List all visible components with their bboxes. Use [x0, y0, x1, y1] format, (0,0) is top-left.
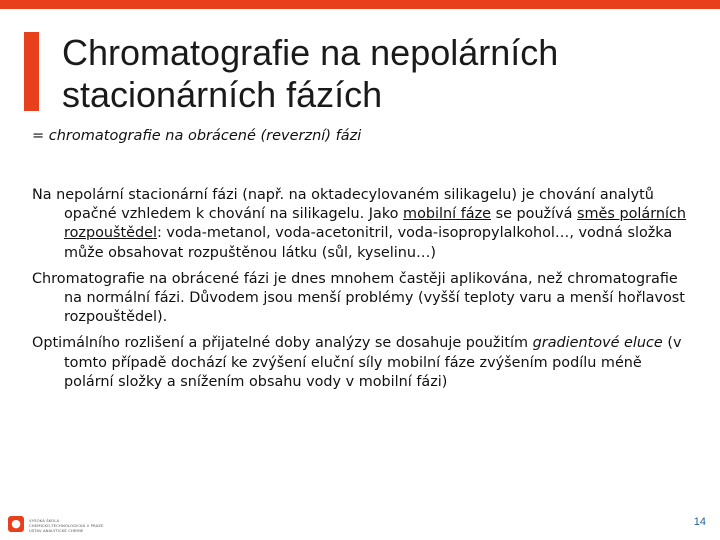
paragraph-1 — [32, 186, 687, 263]
university-logo — [8, 516, 128, 536]
top-accent-bar — [0, 0, 720, 9]
p1-text-a: Na nepolární stacionární fázi (např. na oktadecylovaném silikagelu) je chování analytů opačné vzhledem k chování na silikagelu. Jako — [32, 187, 654, 223]
paragraph-3 — [32, 334, 687, 392]
p1-solvent-mixture: směs polárních rozpouštědel — [64, 206, 687, 242]
title-line-2: stacionárních fázích — [62, 74, 383, 115]
title-accent-bar — [24, 32, 39, 111]
p1-text-c: se používá — [491, 206, 578, 223]
page-number: 14 — [693, 516, 706, 528]
title-line-1: Chromatografie na nepolárních — [62, 32, 559, 73]
p1-mobile-phase: mobilní fáze — [403, 206, 491, 223]
p3-gradient-elution: gradientové eluce — [532, 335, 663, 352]
p3-text-c: (v tomto případě dochází ke zvýšení eluční síly mobilní fáze zvýšením podílu méně polární složky a snížením obsahu vody v mobilní fázi) — [64, 335, 682, 390]
p1-text-e: : voda-metanol, voda-acetonitril, voda-isopropylalkohol…, vodná složka může obsahovat rozpuštěnou látku (sůl, kyselinu…) — [64, 225, 673, 261]
p3-text-a: Optimálního rozlišení a přijatelné doby analýzy se dosahuje použitím — [32, 335, 533, 352]
logo-line-3: ÚSTAV ANALYTICKÉ CHEMIE — [29, 528, 84, 533]
logo-line-2: CHEMICKO-TECHNOLOGICKÁ V PRAZE — [29, 523, 104, 528]
slide-title — [62, 32, 702, 116]
slide-body — [32, 186, 687, 399]
slide-subtitle: = chromatografie na obrácené (reverzní) fázi — [32, 128, 362, 144]
logo-drop-icon: ● — [8, 516, 24, 532]
paragraph-2: Chromatografie na obrácené fázi je dnes mnohem častěji aplikována, než chromatografie na normální fázi. Důvodem jsou menší problémy (vyšší teploty varu a menší hořlavost rozpouštědel). — [32, 270, 685, 326]
logo-line-1: VYSOKÁ ŠKOLA — [29, 518, 60, 523]
